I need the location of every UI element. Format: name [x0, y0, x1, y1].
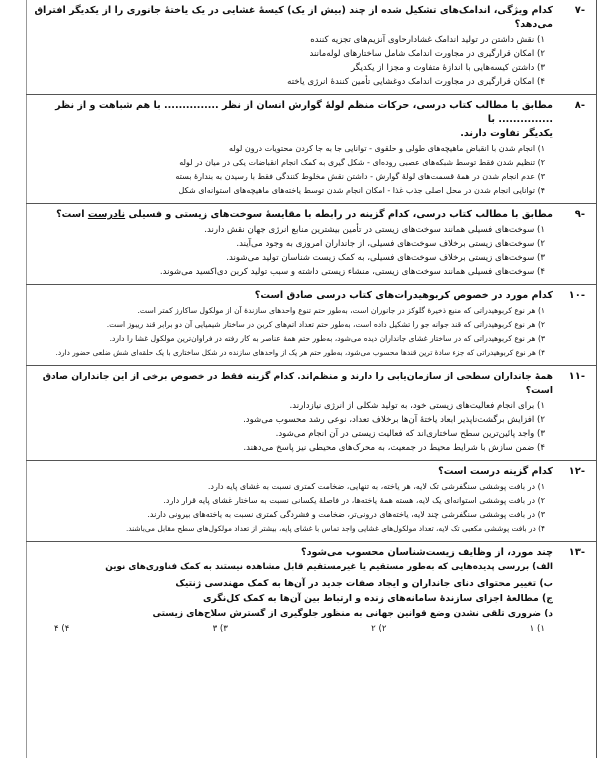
option-1[interactable]: ۱) نقش داشتن در تولید اندامک غشادارحاوی آنزیم‌های تجزیه کننده: [310, 35, 545, 45]
option-4[interactable]: ۴) هر نوع کربوهیدراتی که جزء سادهٔ ترین قندها محسوب می‌شود، به‌طور حتم هر یک از واحدهای سازنده در شکل ساختاری با یک حلقه‌ای شش ضلعی حضور دارد.: [55, 348, 545, 357]
question-stem: همهٔ جانداران سطحی از سازمان‌یابی را دارند و منظم‌اند. کدام گزینه فقط در خصوص برخی از این جانداران صادق است؟: [42, 371, 553, 396]
choice-1[interactable]: ۱) ۱: [529, 624, 545, 634]
question-number: -۱۲: [568, 466, 585, 477]
question-stem: مطابق با مطالب کتاب درسی، حرکات منظم لولهٔ گوارش انسان از نظر ............... با هم شباهت و از نظر ............... با: [55, 100, 553, 125]
options: [34, 33, 545, 89]
option-3[interactable]: ۳) سوخت‌های زیستی برخلاف سوخت‌های فسیلی، به کمک زیست شناسان تولید می‌شوند.: [226, 253, 545, 263]
question-number: -۷: [574, 5, 585, 16]
choice-2[interactable]: ۲) ۲: [371, 624, 387, 634]
statement-a: الف) بررسی پدیده‌هایی که به‌طور مستقیم یا غیرمستقیم قابل مشاهده نیستند به کمک فناوری‌های نوین: [105, 562, 553, 572]
options: [34, 223, 545, 279]
option-3[interactable]: ۳) عدم انجام شدن در همهٔ قسمت‌های لولهٔ گوارش - داشتن نقش مخلوط کنندگی فقط با رسیدن به بندارهٔ بسته: [175, 172, 545, 181]
answer-choices: [54, 624, 545, 634]
option-1[interactable]: ۱) انجام شدن با انقباض ماهیچه‌های طولی و حلقوی - توانایی جا به جا کردن محتویات درون لوله: [229, 144, 545, 153]
option-3[interactable]: ۳) هر نوع کربوهیدراتی که در ساختار غشای جانداران دیده می‌شود، به‌طور حتم همهٔ عناصر به کار رفته در فراوان‌ترین مولکول غشا را دارد.: [109, 334, 545, 343]
option-2[interactable]: ۲) سوخت‌های زیستی برخلاف سوخت‌های فسیلی، از جانداران امروزی به وجود می‌آیند.: [236, 239, 545, 249]
statement-b: ب) تغییر محتوای دنای جانداران و ایجاد صفات جدید در آن‌ها به کمک مهندسی ژنتیک: [175, 577, 553, 589]
option-2[interactable]: ۲) تنظیم شدن فقط توسط شبکه‌های عصبی روده‌ای - شکل گیری به کمک انجام انقباضات یکی در میان در لوله: [179, 158, 545, 167]
statement-c: ج) مطالعهٔ اجزای سازندهٔ سامانه‌های زنده و ارتباط بین آن‌ها به کمک کل‌نگری: [202, 593, 553, 604]
question-number: -۱۱: [568, 371, 585, 382]
options: [34, 304, 545, 360]
question-13: [26, 542, 597, 639]
question-10: [26, 285, 597, 366]
option-1[interactable]: ۱) هر نوع کربوهیدراتی که منبع ذخیرهٔ گلوکز در جانوران است، به‌طور حتم تنوع واحدهای سازندهٔ آن از مولکول ساکارز کمتر است.: [137, 306, 545, 315]
stem-text-end: است؟: [56, 209, 88, 220]
question-number: -۱۳: [568, 547, 585, 558]
option-1[interactable]: ۱) برای انجام فعالیت‌های زیستی خود، به تولید شکلی از انرژی نیازدارند.: [289, 401, 545, 411]
option-4[interactable]: ۴) توانایی انجام شدن در محل اصلی جذب غذا - امکان انجام شدن توسط یاخته‌های ماهیچه‌های استوانه‌ای شکل: [178, 186, 545, 195]
question-stem: کدام مورد در خصوص کربوهیدرات‌های کتاب درسی صادق است؟: [254, 290, 553, 301]
option-1[interactable]: ۱) در بافت پوششی سنگفرشی تک لایه، هر یاخته، به تنهایی، ضخامت کمتری نسبت به غشای پایه دارد.: [207, 482, 545, 491]
question-stem: [34, 208, 553, 222]
statement-list: [34, 560, 553, 622]
choice-3[interactable]: ۳) ۳: [212, 624, 228, 634]
question-list: [26, 0, 597, 639]
choice-4[interactable]: ۴) ۴: [54, 624, 70, 634]
option-2[interactable]: ۲) هر نوع کربوهیدراتی که قند جوانه جو را تشکیل داده است، به‌طور حتم تعداد اتم‌های کربن در ساختار شیمیایی آن دو برابر قند ریبوز است.: [106, 320, 545, 329]
question-number: -۹: [574, 209, 585, 220]
question-stem: کدام ویژگی، اندامک‌های تشکیل شده از چند (بیش از یک) کیسهٔ غشایی در یک یاختهٔ جانوری را از یکدیگر افتراق می‌دهد؟: [34, 5, 553, 30]
question-7: [26, 0, 597, 95]
question-11: [26, 366, 597, 461]
stem-underlined-word: نادرست: [87, 209, 126, 220]
question-12: [26, 461, 597, 542]
options: [34, 399, 545, 455]
question-stem: چند مورد، از وظایف زیست‌شناسان محسوب می‌شود؟: [301, 547, 553, 558]
question-number: -۸: [574, 100, 585, 111]
options: [34, 142, 545, 198]
question-stem: کدام گزینه درست است؟: [438, 466, 553, 477]
option-1[interactable]: ۱) سوخت‌های فسیلی همانند سوخت‌های زیستی در تأمین بیشترین منابع انرژی جهان نقش دارند.: [204, 225, 545, 235]
option-3[interactable]: ۳) داشتن کیسه‌هایی با اندازهٔ متفاوت و مجزا از یکدیگر: [350, 63, 545, 73]
question-number: -۱۰: [568, 290, 585, 301]
option-2[interactable]: ۲) در بافت پوششی استوانه‌ای یک لایه، هسته همهٔ یاخته‌ها، در فاصلهٔ یکسانی نسبت به ساختار غشای پایه قرار دارد.: [163, 496, 545, 505]
question-9: [26, 204, 597, 285]
option-4[interactable]: ۴) سوخت‌های فسیلی همانند سوخت‌های زیستی، منشاء زیستی داشته و سبب تولید کربن دی‌اکسید می‌شوند.: [159, 267, 545, 277]
option-4[interactable]: ۴) در بافت پوششی مکعبی تک لایه، تعداد مولکول‌های غشایی واجد تماس با غشای پایه، بیشتر از تعداد مولکول‌های سطح مقابل می‌باشند.: [125, 524, 545, 533]
option-3[interactable]: ۳) واجد پائین‌ترین سطح ساختاری‌اند که فعالیت زیستی در آن انجام می‌شود.: [275, 429, 545, 439]
option-4[interactable]: ۴) ضمن سازش با شرایط محیط در جمعیت، به محرک‌های محیطی نیز پاسخ می‌دهند.: [243, 443, 545, 453]
option-3[interactable]: ۳) در بافت پوششی سنگفرشی چند لایه، یاخته‌های درونی‌تر، ضخامت و فشردگی کمتری نسبت به یاخته‌های بیرونی دارند.: [147, 510, 545, 519]
option-2[interactable]: ۲) افزایش برگشت‌ناپذیر ابعاد یاختهٔ آن‌ها برخلاف تعداد، نوعی رشد محسوب می‌شود.: [243, 415, 545, 425]
options: [34, 480, 545, 536]
question-8: [26, 95, 597, 204]
option-2[interactable]: ۲) امکان قرارگیری در مجاورت اندامک شامل ساختارهای لوله‌مانند: [309, 49, 545, 59]
option-4[interactable]: ۴) امکان قرارگیری در مجاورت اندامک دوغشایی تأمین کنندهٔ انرژی یاخته: [287, 77, 545, 87]
question-stem-continued: یکدیگر تفاوت دارند.: [460, 128, 553, 139]
stem-text: مطابق با مطالب کتاب درسی، کدام گزینه در رابطه با مقایسهٔ سوخت‌های زیستی و فسیلی: [125, 209, 553, 220]
statement-d: د) ضروری تلقی نشدن وضع قوانین جهانی به منظور جلوگیری از گسترش سلاح‌های زیستی: [152, 608, 553, 619]
